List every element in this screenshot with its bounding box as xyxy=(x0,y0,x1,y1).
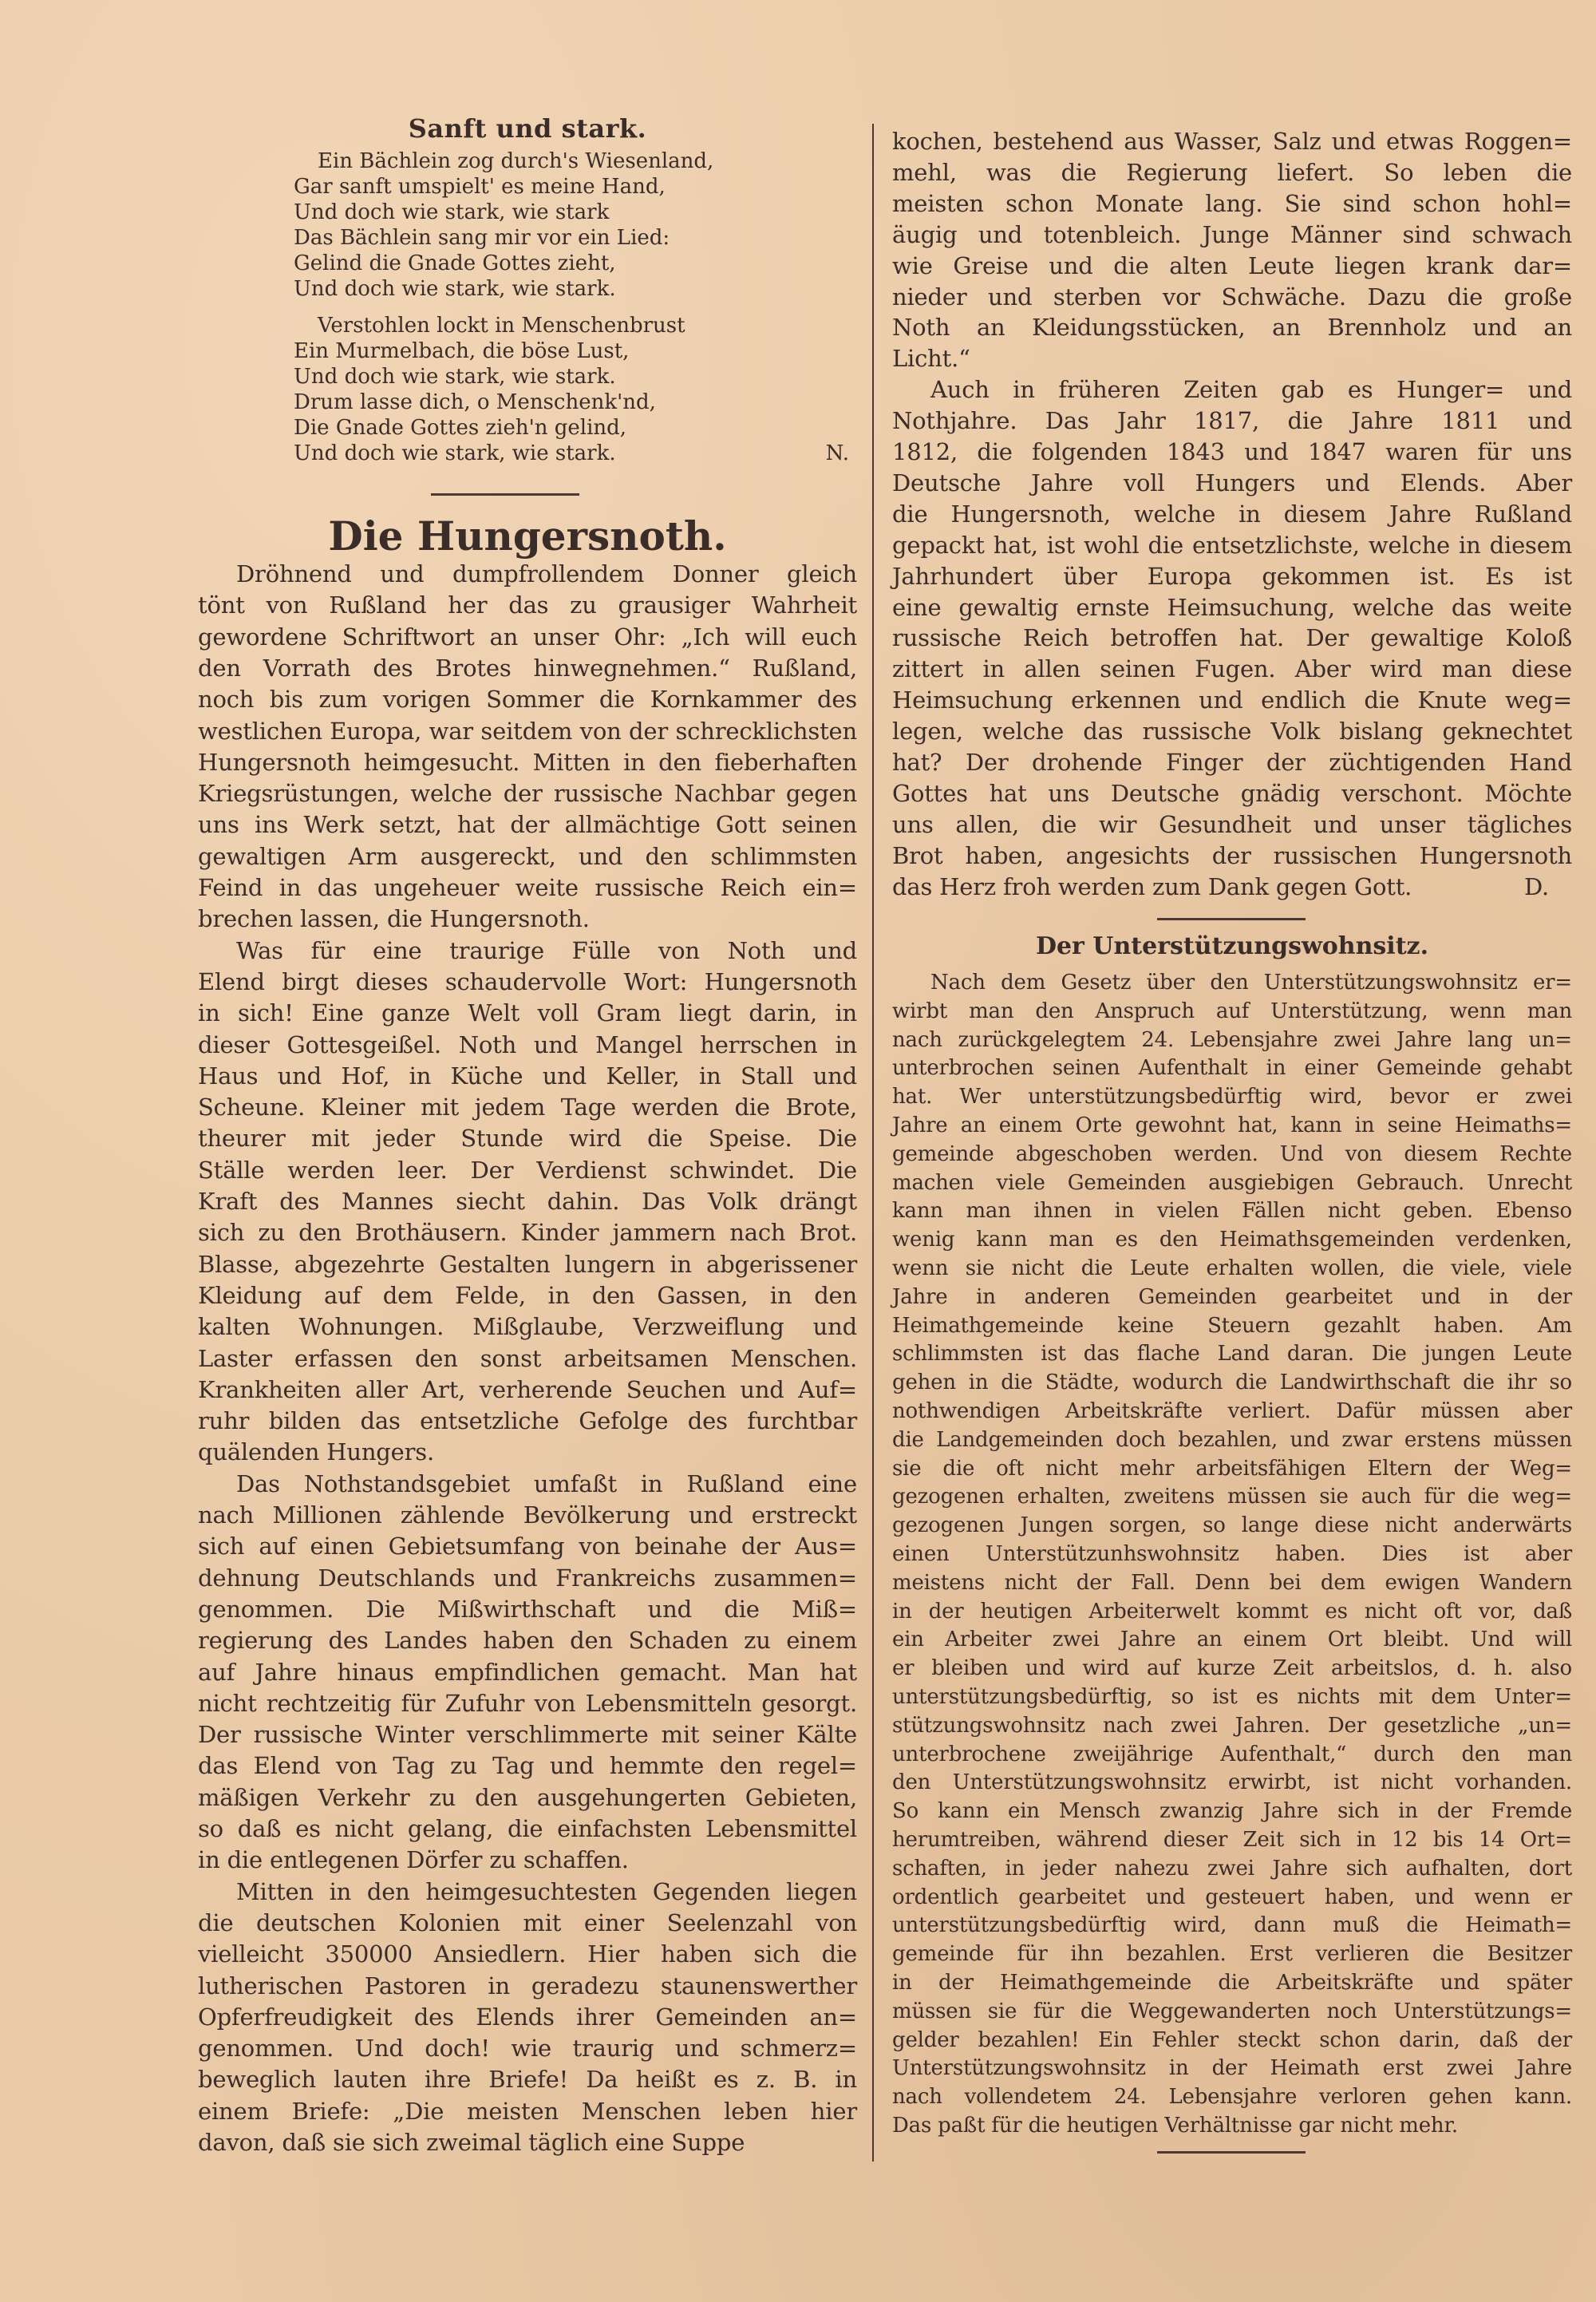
text-line: die Landgemeinden doch bezahlen, und zwar erstens müssen xyxy=(892,1427,1572,1452)
text-line: Deutsche Jahre voll Hungers und Elends. Aber xyxy=(892,469,1572,496)
text-line: sie die oft nicht mehr arbeitsfähigen Eltern der Weg= xyxy=(892,1456,1572,1481)
text-line: unterbrochen seinen Aufenthalt in einer Gemeinde gehabt xyxy=(892,1056,1572,1081)
text-line: Der russische Winter verschlimmerte mit seiner Kälte xyxy=(198,1721,857,1749)
text-line: Heimathgemeinde keine Steuern gezahlt haben. Am xyxy=(892,1313,1572,1338)
text-line: gelder bezahlen! Ein Fehler steckt schon darin, daß der xyxy=(892,2027,1572,2052)
text-line: Das Nothstandsgebiet umfaßt in Rußland eine xyxy=(236,1469,857,1497)
text-line: zittert in allen seinen Fugen. Aber wird man diese xyxy=(892,655,1572,683)
text-line: Noth an Kleidungsstücken, an Brennholz und an xyxy=(892,314,1572,342)
text-line: wirbt man den Anspruch auf Unterstützung, wenn man xyxy=(892,999,1572,1023)
text-line: auf Jahre hinaus empfindlichen gemacht. Man hat xyxy=(198,1658,857,1686)
text-line: er bleiben und wird auf kurze Zeit arbeitslos, d. h. also xyxy=(892,1656,1572,1681)
text-line: gemeinde für ihn bezahlen. Erst verlieren die Besitzer xyxy=(892,1942,1572,1967)
article-title-unterstuetzungswohnsitz: Der Unterstützungswohnsitz. xyxy=(1035,932,1429,960)
text-line: äugig und totenbleich. Junge Männer sind schwach xyxy=(892,220,1572,248)
text-line: in der heutigen Arbeiterwelt kommt es nicht oft vor, daß xyxy=(892,1599,1572,1624)
text-line: nieder und sterben vor Schwäche. Dazu die große xyxy=(892,283,1572,310)
poem-line: Und doch wie stark, wie stark. xyxy=(294,277,616,301)
text-line: Kraft des Mannes siecht dahin. Das Volk drängt xyxy=(198,1188,857,1215)
poem-line: Und doch wie stark, wie stark. xyxy=(294,441,616,465)
text-line: Mitten in den heimgesuchtesten Gegenden liegen xyxy=(236,1877,857,1905)
text-line: So kann ein Mensch zwanzig Jahre sich in der Fremde xyxy=(892,1799,1572,1824)
text-line: den Vorrath des Brotes hinwegnehmen.“ Rußland, xyxy=(198,654,857,682)
text-line: Jahre in anderen Gemeinden gearbeitet und in der xyxy=(892,1284,1572,1309)
text-line: Hungersnoth heimgesucht. Mitten in den fieberhaften xyxy=(198,748,857,776)
text-line: Kriegsrüstungen, welche der russische Nachbar gegen xyxy=(198,780,857,808)
poem-line: Drum lasse dich, o Menschenk'nd, xyxy=(294,390,656,414)
poem-line: Die Gnade Gottes zieh'n gelind, xyxy=(294,416,627,440)
text-line: Auch in früheren Zeiten gab es Hunger= und xyxy=(930,376,1572,404)
text-line: herumtreiben, während dieser Zeit sich in 12 bis 14 Ort= xyxy=(892,1828,1572,1852)
poem-line: Ein Bächlein zog durch's Wiesenland, xyxy=(318,149,714,173)
text-line: gewaltigen Arm ausgereckt, und den schlimmsten xyxy=(198,842,857,870)
text-line: Opferfreudigkeit des Elends ihrer Gemeinden an= xyxy=(198,2003,857,2031)
text-line: gepackt hat, ist wohl die entsetzlichste, welche in diesem xyxy=(892,531,1572,559)
text-line: nothwendigen Arbeitskräfte verliert. Dafür müssen aber xyxy=(892,1399,1572,1423)
text-line: beweglich lauten ihre Briefe! Da heißt es z. B. in xyxy=(198,2066,857,2094)
text-line: kann man ihnen in vielen Fällen nicht geben. Ebenso xyxy=(892,1199,1572,1224)
text-line: kalten Wohnungen. Mißglaube, Verzweiflung und xyxy=(198,1313,857,1341)
text-line: uns allen, die wir Gesundheit und unser tägliches xyxy=(892,810,1572,838)
text-line: wenig kann man es den Heimathsgemeinden verdenken, xyxy=(892,1228,1572,1252)
poem-line: Gar sanft umspielt' es meine Hand, xyxy=(294,175,666,199)
text-line: Kleidung auf dem Felde, in den Gassen, in den xyxy=(198,1281,857,1309)
end-rule xyxy=(1157,2151,1306,2154)
text-line: ruhr bilden das entsetzliche Gefolge des furchtbar xyxy=(198,1407,857,1435)
text-line: hat. Wer unterstützungsbedürftig wird, bevor er zwei xyxy=(892,1085,1572,1109)
text-line: Brot haben, angesichts der russischen Hungersnoth xyxy=(892,841,1572,869)
poem-line: Gelind die Gnade Gottes zieht, xyxy=(294,251,616,275)
text-line: Nach dem Gesetz über den Unterstützungswohnsitz er= xyxy=(930,971,1572,995)
text-line: schlimmsten ist das flache Land daran. Die jungen Leute xyxy=(892,1342,1572,1367)
text-line: Feind in das ungeheuer weite russische Reich ein= xyxy=(198,874,857,901)
text-line: Jahrhundert über Europa gekommen ist. Es ist xyxy=(892,562,1572,590)
text-line: theurer mit jeder Stunde wird die Speise. Die xyxy=(198,1125,857,1153)
text-line: Dröhnend und dumpfrollendem Donner gleich xyxy=(236,560,857,587)
text-line: unterstützungsbedürftig, so ist es nichts mit dem Unter= xyxy=(892,1685,1572,1709)
text-line: Jahre an einem Orte gewohnt hat, kann in seine Heimaths= xyxy=(892,1113,1572,1137)
text-line: Krankheiten aller Art, verherende Seuchen und Auf= xyxy=(198,1375,857,1403)
text-line: dieser Gottesgeißel. Noth und Mangel herrschen in xyxy=(198,1030,857,1058)
text-line: Ställe werden leer. Der Verdienst schwindet. Die xyxy=(198,1156,857,1184)
text-line: schaften, in jeder nahezu zwei Jahre sich aufhalten, dort xyxy=(892,1856,1572,1881)
text-line: nach zurückgelegtem 24. Lebensjahre zwei Jahre lang un= xyxy=(892,1027,1572,1052)
text-line: den Unterstützungswohnsitz erwirbt, ist nicht vorhanden. xyxy=(892,1770,1572,1795)
poem-line: Und doch wie stark, wie stark xyxy=(294,200,610,224)
text-line: nicht rechtzeitig für Zufuhr von Lebensmitteln gesorgt. xyxy=(198,1689,857,1717)
text-line: die deutschen Kolonien mit einer Seelenzahl von xyxy=(198,1908,857,1936)
text-line: mäßigen Verkehr zu den ausgehungerten Gebieten, xyxy=(198,1783,857,1811)
text-line: in sich! Eine ganze Welt voll Gram liegt darin, in xyxy=(198,999,857,1027)
text-line: in die entlegenen Dörfer zu schaffen. xyxy=(198,1846,629,1874)
text-line: brechen lassen, die Hungersnoth. xyxy=(198,905,590,933)
text-line: unterstützungsbedürftig wird, dann muß die Heimath= xyxy=(892,1913,1572,1938)
text-line: kochen, bestehend aus Wasser, Salz und etwas Roggen= xyxy=(892,128,1572,155)
poem-line: Das Bächlein sang mir vor ein Lied: xyxy=(294,226,670,250)
text-line: lutherischen Pastoren in geradezu staunenswerther xyxy=(198,1972,857,1999)
text-line: russische Reich betroffen hat. Der gewaltige Koloß xyxy=(892,624,1572,652)
text-line: vielleicht 350000 Ansiedlern. Hier haben sich die xyxy=(198,1940,857,1968)
text-line: hat? Der drohende Finger der züchtigenden Hand xyxy=(892,749,1572,776)
text-line: westlichen Europa, war seitdem von der schrecklichsten xyxy=(198,717,857,745)
text-line: nach Millionen zählende Bevölkerung und erstreckt xyxy=(198,1501,857,1529)
text-line: in der Heimathgemeinde die Arbeitskräfte und später xyxy=(892,1971,1572,1995)
text-line: so daß es nicht gelang, die einfachsten Lebensmittel xyxy=(198,1815,857,1842)
text-line: Elend birgt dieses schaudervolle Wort: Hungersnoth xyxy=(198,967,857,995)
text-line: Gottes hat uns Deutsche gnädig verschont. Möchte xyxy=(892,779,1572,807)
poem-line: Verstohlen lockt in Menschenbrust xyxy=(318,314,685,338)
separator-rule xyxy=(1157,918,1306,920)
text-line: quälenden Hungers. xyxy=(198,1438,435,1466)
text-line: Scheune. Kleiner mit jedem Tage werden die Brote, xyxy=(198,1094,857,1121)
poem-line: Und doch wie stark, wie stark. xyxy=(294,365,616,389)
text-line: gezogenen Jungen sorgen, so lange diese nicht anderwärts xyxy=(892,1513,1572,1538)
article-title-hungersnoth: Die Hungersnoth. xyxy=(328,512,727,560)
text-line: meisten schon Monate lang. Sie sind schon hohl= xyxy=(892,189,1572,217)
text-line: nach vollendetem 24. Lebensjahre verloren gehen kann. xyxy=(892,2085,1572,2110)
poem-title: Sanft und stark. xyxy=(408,113,647,144)
text-line: ordentlich gearbeitet und gesteuert haben, und wenn er xyxy=(892,1885,1572,1909)
text-line: wenn sie nicht die Leute erhalten wollen, die viele, viele xyxy=(892,1256,1572,1280)
text-line: davon, daß sie sich zweimal täglich eine Suppe xyxy=(198,2129,745,2156)
text-line: genommen. Und doch! wie traurig und schmerz= xyxy=(198,2035,857,2063)
text-line: gewordene Schriftwort an unser Ohr: „Ich will euch xyxy=(198,623,857,651)
text-line: eine gewaltig ernste Heimsuchung, welche das weite xyxy=(892,593,1572,621)
poem-signature: N. xyxy=(825,441,849,465)
text-line: unterbrochene zweijährige Aufenthalt,“ durch den man xyxy=(892,1742,1572,1766)
text-line: machen viele Gemeinden ausgiebigen Gebrauch. Unrecht xyxy=(892,1170,1572,1195)
text-line: Heimsuchung erkennen und endlich die Knute weg= xyxy=(892,686,1572,714)
text-line: gemeinde abgeschoben werden. Und von diesem Rechte xyxy=(892,1141,1572,1166)
text-line: gehen in die Städte, wodurch die Landwirthschaft die ihr so xyxy=(892,1371,1572,1395)
text-line: sich auf einen Gebietsumfang von beinahe der Aus= xyxy=(198,1533,857,1560)
text-line: Unterstützungswohnsitz in der Heimath erst zwei Jahre xyxy=(892,2056,1572,2081)
text-line: ein Arbeiter zwei Jahre an einem Ort bleibt. Und will xyxy=(892,1628,1572,1652)
text-line: wie Greise und die alten Leute liegen krank dar= xyxy=(892,251,1572,279)
text-line: dehnung Deutschlands und Frankreichs zusammen= xyxy=(198,1564,857,1592)
text-line: 1812, die folgenden 1843 und 1847 waren für uns xyxy=(892,438,1572,465)
text-line: uns ins Werk setzt, hat der allmächtige Gott seinen xyxy=(198,811,857,839)
text-line: Laster erfassen den sonst arbeitsamen Menschen. xyxy=(198,1344,857,1372)
separator-rule xyxy=(431,493,579,496)
text-line: müssen sie für die Weggewanderten noch Unterstützungs= xyxy=(892,1999,1572,2023)
text-line: Haus und Hof, in Küche und Keller, in Stall und xyxy=(198,1062,857,1090)
text-line: Nothjahre. Das Jahr 1817, die Jahre 1811 und xyxy=(892,407,1572,435)
text-line: stützungswohnsitz nach zwei Jahren. Der gesetzliche „un= xyxy=(892,1713,1572,1738)
column-divider xyxy=(872,124,874,2162)
text-line: einem Briefe: „Die meisten Menschen leben hier xyxy=(198,2097,857,2125)
text-line: das Herz froh werden zum Dank gegen Gott. xyxy=(892,872,1412,900)
text-line: das Elend von Tag zu Tag und hemmte den regel= xyxy=(198,1752,857,1780)
text-line: genommen. Die Mißwirthschaft und die Miß= xyxy=(198,1595,857,1623)
text-line: die Hungersnoth, welche in diesem Jahre Rußland xyxy=(892,500,1572,528)
text-line: Licht.“ xyxy=(892,345,970,373)
text-line: noch bis zum vorigen Sommer die Kornkammer des xyxy=(198,686,857,714)
text-line: gezogenen erhalten, zweitens müssen sie auch für die weg= xyxy=(892,1485,1572,1509)
text-line: tönt von Rußland her das zu grausiger Wahrheit xyxy=(198,591,857,619)
text-line: Blasse, abgezehrte Gestalten lungern in abgerissener xyxy=(198,1250,857,1278)
article-signature: D. xyxy=(1524,872,1550,900)
text-line: meistens nicht der Fall. Denn bei dem ewigen Wandern xyxy=(892,1570,1572,1595)
text-line: einen Unterstützunhswohnsitz haben. Dies ist aber xyxy=(892,1542,1572,1566)
text-line: legen, welche das russische Volk bislang geknechtet xyxy=(892,718,1572,746)
text-line: Was für eine traurige Fülle von Noth und xyxy=(236,936,857,964)
text-line: sich zu den Brothäusern. Kinder jammern nach Brot. xyxy=(198,1219,857,1247)
text-line: Das paßt für die heutigen Verhältnisse gar nicht mehr. xyxy=(892,2114,1458,2138)
text-line: mehl, was die Regierung liefert. So leben die xyxy=(892,158,1572,186)
poem-line: Ein Murmelbach, die böse Lust, xyxy=(294,339,630,363)
text-line: regierung des Landes haben den Schaden zu einem xyxy=(198,1627,857,1655)
